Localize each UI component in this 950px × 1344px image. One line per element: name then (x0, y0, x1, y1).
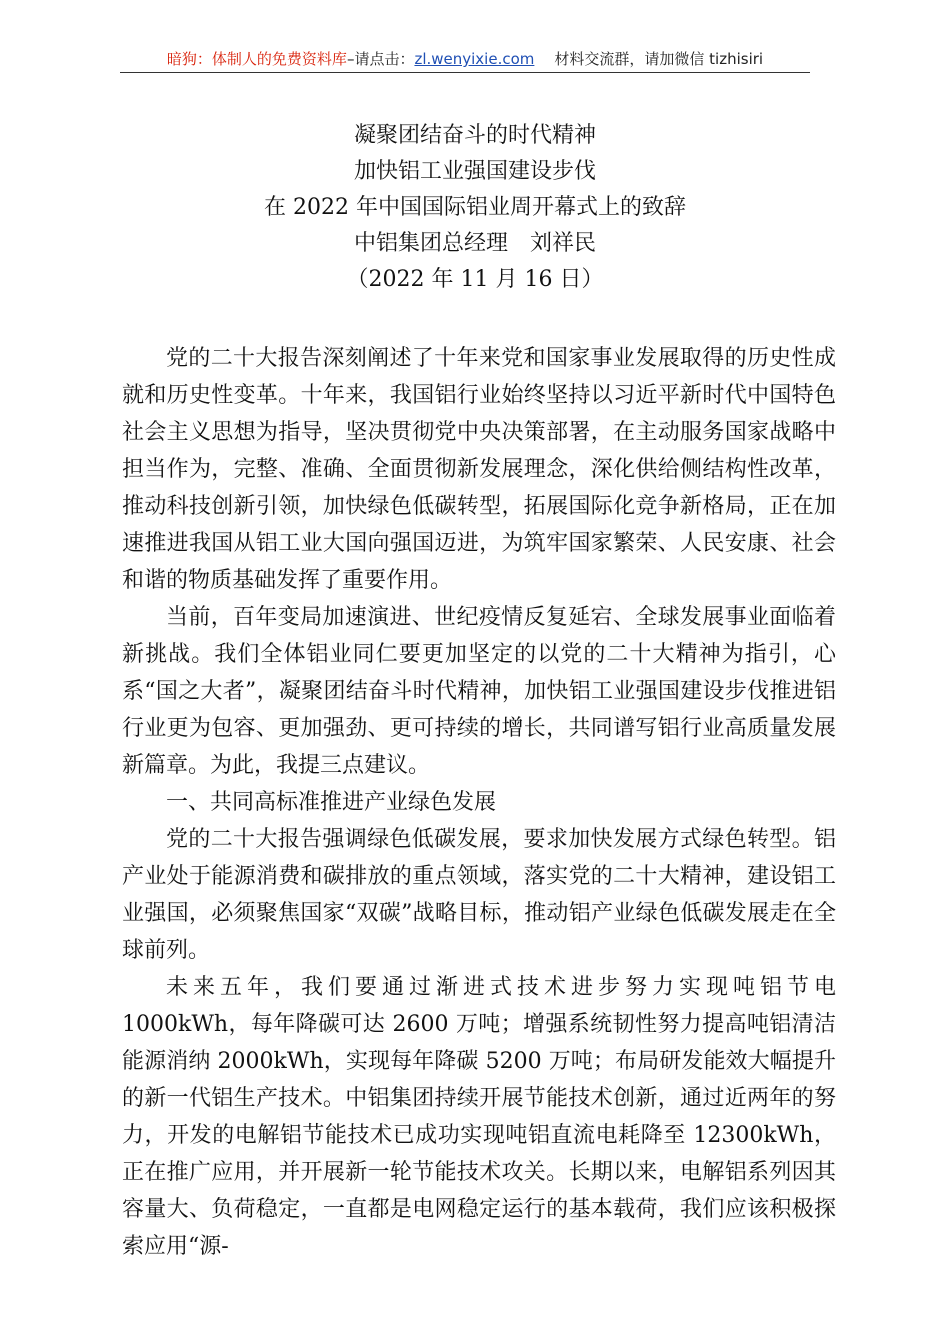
document-title (0, 118, 950, 298)
title-date: （2022 年 11 月 16 日） (346, 267, 604, 292)
header-link[interactable]: zl.wenyixie.com (414, 50, 535, 68)
header-brand: 暗狗：体制人的免费资料库 (166, 50, 347, 68)
page-header (120, 50, 810, 73)
title-author: 中铝集团总经理 刘祥民 (353, 231, 596, 256)
paragraph-2: 当前，百年变局加速演进、世纪疫情反复延宕、全球发展事业面临着新挑战。我们全体铝业同仁要更加坚定的以党的二十大精神为指引，心系“国之大者”，凝聚团结奋斗时代精神，加快铝工业强国建设步伐推进铝行业更为包容、更加强劲、更可持续的增长，共同谱写铝行业高质量发展新篇章。为此，我提三点建议。 (122, 605, 836, 778)
document-body (122, 340, 836, 1265)
paragraph-4: 未来五年，我们要通过渐进式技术进步努力实现吨铝节电 1000kWh，每年降碳可达 2600 万吨；增强系统韧性努力提高吨铝清洁能源消纳 2000kWh，实现每年降碳 5200 万吨；布局研发能效大幅提升的新一代铝生产技术。中铝集团持续开展节能技术创新，通过近两年的努力，开发的电解铝节能技术已成功实现吨铝直流电耗降至 12300kWh，正在推广应用，并开展新一轮节能技术攻关。长期以来，电解铝系列因其容量大、负荷稳定，一直都是电网稳定运行的基本载荷，我们应该积极探索应用“源- (122, 975, 836, 1259)
section-heading-1: 一、共同高标准推进产业绿色发展 (166, 790, 497, 815)
title-line-1: 凝聚团结奋斗的时代精神 (353, 123, 596, 148)
title-line-2: 加快铝工业强国建设步伐 (353, 159, 596, 184)
paragraph-3: 党的二十大报告强调绿色低碳发展，要求加快发展方式绿色转型。铝产业处于能源消费和碳排放的重点领域，落实党的二十大精神，建设铝工业强国，必须聚焦国家“双碳”战略目标，推动铝产业绿色低碳发展走在全球前列。 (122, 827, 836, 963)
paragraph-1: 党的二十大报告深刻阐述了十年来党和国家事业发展取得的历史性成就和历史性变革。十年来，我国铝行业始终坚持以习近平新时代中国特色社会主义思想为指导，坚决贯彻党中央决策部署，在主动服务国家战略中担当作为，完整、准确、全面贯彻新发展理念，深化供给侧结构性改革，推动科技创新引领，加快绿色低碳转型，拓展国际化竞争新格局，正在加速推进我国从铝工业大国向强国迈进，为筑牢国家繁荣、人民安康、社会和谐的物质基础发挥了重要作用。 (122, 346, 836, 593)
title-subtitle: 在 2022 年中国国际铝业周开幕式上的致辞 (264, 195, 686, 220)
header-prompt: –请点击： (346, 50, 415, 68)
header-note: 材料交流群，请加微信 tizhisiri (554, 50, 764, 68)
